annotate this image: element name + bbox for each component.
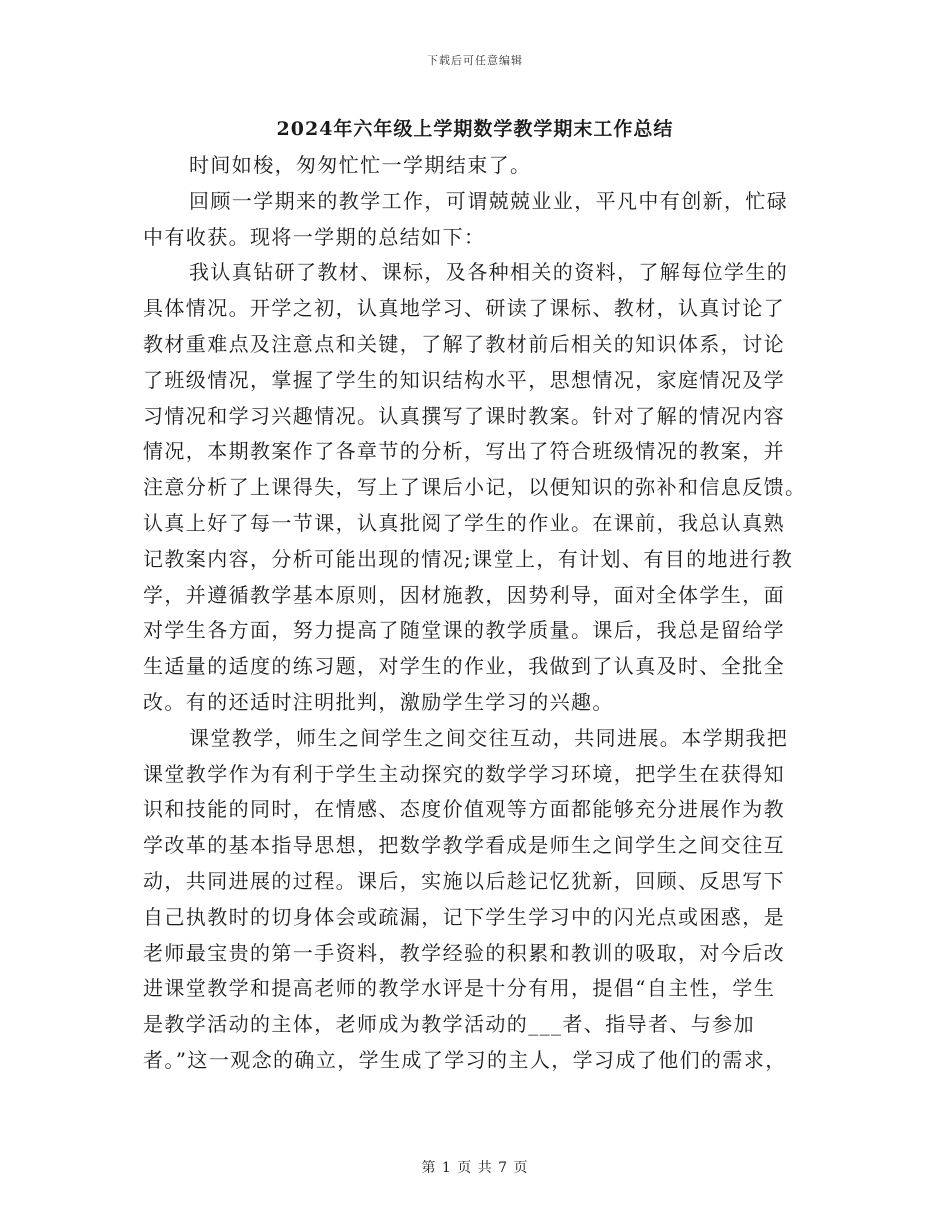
paragraph-line: 记教案内容，分析可能出现的情况;课堂上，有计划、有目的地进行教 <box>143 546 794 571</box>
paragraph-line: 了班级情况，掌握了学生的知识结构水平，思想情况，家庭情况及学 <box>143 367 785 392</box>
paragraph-line: 是教学活动的主体，老师成为教学活动的___者、指导者、与参加 <box>143 1012 755 1037</box>
paragraph-line: 课堂教学作为有利于学生主动探究的数学学习环境，把学生在获得知 <box>143 761 785 786</box>
paragraph-line: 自己执教时的切身体会或疏漏，记下学生学习中的闪光点或困惑，是 <box>143 904 785 929</box>
paragraph-line: 时间如梭，匆匆忙忙一学期结束了。 <box>189 153 532 177</box>
paragraph-line: 情况，本期教案作了各章节的分析，写出了符合班级情况的教案，并 <box>143 439 785 464</box>
document-title: 2024年六年级上学期数学教学期末工作总结 <box>276 118 674 140</box>
page-number: 第 1 页 共 7 页 <box>421 1160 529 1176</box>
paragraph-line: 我认真钻研了教材、课标，及各种相关的资料，了解每位学生的 <box>189 260 789 285</box>
paragraph-line: 习情况和学习兴趣情况。认真撰写了课时教案。针对了解的情况内容 <box>143 403 785 428</box>
document-body <box>143 148 807 1079</box>
paragraph-line: 改。有的还适时注明批判，激励学生学习的兴趣。 <box>143 689 614 714</box>
paragraph-line: 课堂教学，师生之间学生之间交往互动，共同进展。本学期我把 <box>189 725 789 750</box>
paragraph-line: 注意分析了上课得失，写上了课后小记，以便知识的弥补和信息反馈。 <box>143 475 807 500</box>
paragraph-line: 生适量的适度的练习题，对学生的作业，我做到了认真及时、全批全 <box>143 654 785 679</box>
paragraph-line: 学，并遵循教学基本原则，因材施教，因势利导，面对全体学生，面 <box>143 582 785 607</box>
paragraph-line: 中有收获。现将一学期的总结如下： <box>143 224 486 249</box>
paragraph-line: 教材重难点及注意点和关键，了解了教材前后相关的知识体系，讨论 <box>143 331 785 356</box>
paragraph-line: 回顾一学期来的教学工作，可谓兢兢业业，平凡中有创新，忙碌 <box>189 188 789 213</box>
paragraph-line: 识和技能的同时，在情感、态度价值观等方面都能够充分进展作为教 <box>143 797 785 822</box>
paragraph-line: 者。”这一观念的确立，学生成了学习的主人，学习成了他们的需求， <box>143 1047 787 1072</box>
paragraph-line: 老师最宝贵的第一手资料，教学经验的积累和教训的吸取，对今后改 <box>143 940 785 965</box>
paragraph-line: 进课堂教学和提高老师的教学水评是十分有用，提倡“自主性，学生 <box>143 976 776 1001</box>
page-header-note: 下载后可任意编辑 <box>427 54 523 67</box>
paragraph-line: 学改革的基本指导思想，把数学教学看成是师生之间学生之间交往互 <box>143 833 785 858</box>
paragraph-line: 对学生各方面，努力提高了随堂课的教学质量。课后，我总是留给学 <box>143 618 785 643</box>
paragraph-line: 具体情况。开学之初，认真地学习、研读了课标、教材，认真讨论了 <box>143 296 785 321</box>
paragraph-line: 动，共同进展的过程。课后，实施以后趁记忆犹新，回顾、反思写下 <box>143 868 785 893</box>
paragraph-line: 认真上好了每一节课，认真批阅了学生的作业。在课前，我总认真熟 <box>143 510 785 535</box>
